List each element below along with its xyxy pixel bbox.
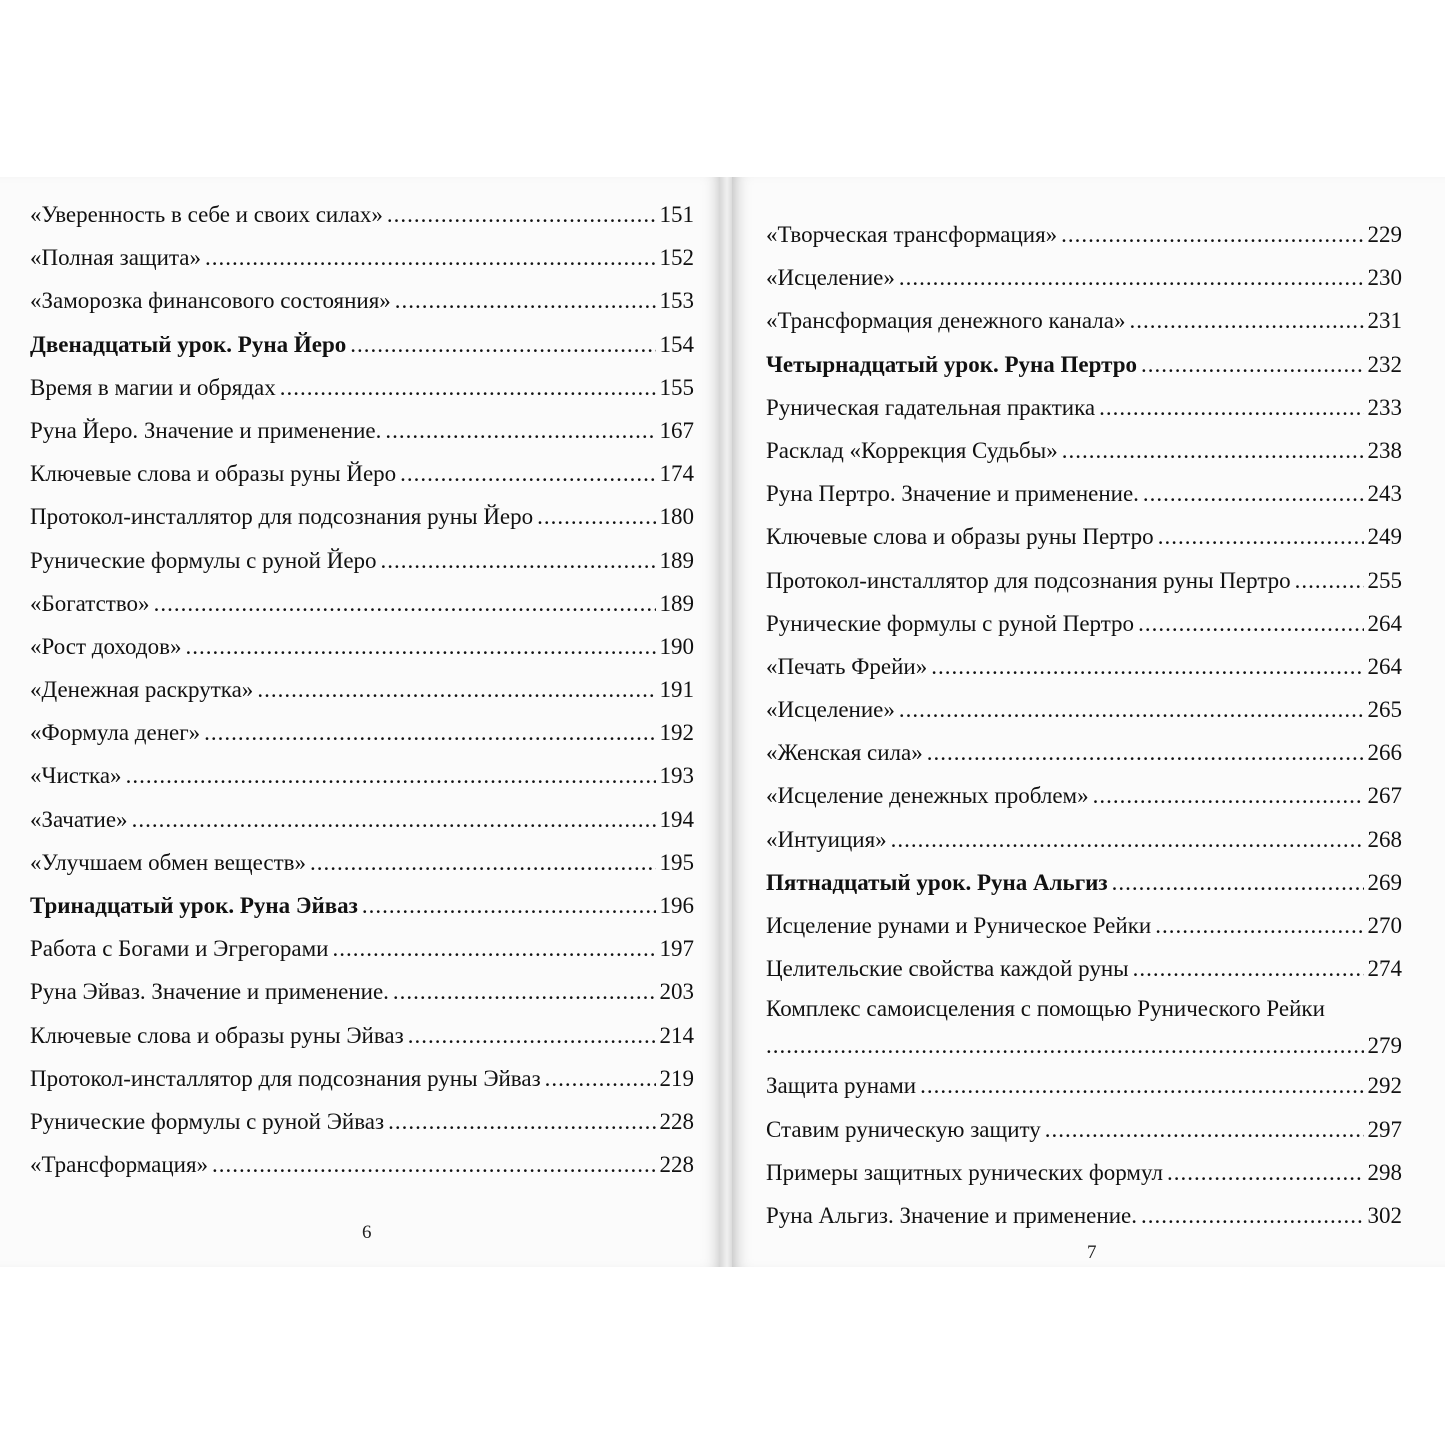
toc-entry (30, 927, 694, 970)
toc-entry-page: 195 (659, 849, 694, 875)
toc-entry-title: Рунические формулы с руной Пертро (766, 610, 1135, 636)
dot-leader (381, 539, 656, 582)
toc-entry (30, 236, 694, 279)
toc-entry-page: 228 (659, 1108, 694, 1134)
toc-entry-title: Время в магии и обрядах (30, 374, 276, 400)
toc-entry-page: 229 (1367, 222, 1402, 247)
toc-entry-page: 153 (659, 288, 694, 314)
toc-entry-page: 196 (659, 893, 694, 918)
toc-entry (30, 193, 694, 236)
dot-leader (126, 754, 656, 797)
toc-entry-page: 190 (659, 633, 694, 659)
toc-entry-title: Ключевые слова и образы руны Пертро (766, 524, 1154, 550)
book-spread (0, 177, 1445, 1267)
toc-entry-page: 214 (659, 1022, 694, 1048)
toc-entry-page: 268 (1367, 826, 1402, 852)
toc-entry-page: 274 (1367, 956, 1402, 982)
toc-entry-page: 192 (659, 720, 694, 746)
dot-leader (1062, 429, 1364, 472)
toc-entry-title: Руническая гадательная практика (766, 394, 1096, 420)
toc-entry-page: 233 (1367, 394, 1402, 420)
toc-entry (30, 279, 694, 322)
toc-entry-page: 302 (1367, 1202, 1402, 1228)
dot-leader (920, 1064, 1363, 1107)
toc-entry-page: 180 (659, 504, 694, 530)
toc-entry-page: 232 (1367, 351, 1402, 377)
toc-entry (766, 386, 1402, 429)
dot-leader (1099, 386, 1363, 429)
toc-entry-title: «Чистка» (30, 763, 122, 789)
toc-entry (30, 582, 694, 625)
toc-entry-page: 189 (659, 590, 694, 616)
toc-entry-page: 230 (1367, 265, 1402, 291)
toc-entry-title: Протокол-инсталлятор для подсознания руны Йеро (30, 504, 534, 530)
toc-entry-title: Ключевые слова и образы руны Эйваз (30, 1022, 404, 1048)
dot-leader (385, 409, 655, 452)
toc-entry-page: 292 (1367, 1073, 1402, 1099)
toc-entry-title: «Богатство» (30, 590, 150, 616)
toc-entry-page: 270 (1367, 913, 1402, 938)
toc-entry-page: 298 (1367, 1159, 1402, 1185)
toc-entry-page: 151 (659, 202, 694, 227)
toc-entry-title: «Заморозка финансового состояния» (30, 288, 391, 314)
dot-leader (891, 818, 1364, 861)
dot-leader (257, 668, 655, 711)
dot-leader (1093, 774, 1364, 817)
toc-entry-title: Руна Пертро. Значение и применение. (766, 481, 1139, 507)
toc-entry-title: «Денежная раскрутка» (30, 677, 254, 703)
dot-leader (1112, 861, 1364, 904)
dot-leader (332, 927, 655, 970)
toc-list-left (30, 193, 694, 1186)
toc-entry-title: «Уверенность в себе и своих силах» (30, 202, 383, 227)
right-page (732, 177, 1445, 1267)
toc-entry (30, 1100, 694, 1143)
toc-entry (766, 429, 1402, 472)
toc-entry (30, 366, 694, 409)
toc-entry (30, 884, 694, 927)
toc-entry-title: Рунические формулы с руной Эйваз (30, 1108, 385, 1134)
dot-leader (400, 452, 655, 495)
toc-entry-page: 265 (1367, 697, 1402, 723)
dot-leader (1295, 559, 1364, 602)
toc-entry-page: 194 (659, 806, 694, 832)
toc-entry (766, 1151, 1402, 1194)
dot-leader (395, 279, 656, 322)
toc-entry-page: 174 (659, 461, 694, 487)
toc-entry-title: «Улучшаем обмен веществ» (30, 849, 307, 875)
toc-entry-title: Ставим руническую защиту (766, 1116, 1041, 1142)
dot-leader (1045, 1108, 1364, 1151)
dot-leader (899, 688, 1364, 731)
toc-entry-title: Защита рунами (766, 1073, 917, 1099)
toc-entry (30, 668, 694, 711)
dot-leader (1133, 947, 1364, 990)
toc-entry-title: Четырнадцатый урок. Руна Пертро (766, 351, 1137, 377)
toc-entry (766, 731, 1402, 774)
toc-list-right (766, 213, 1402, 1237)
toc-entry-page: 243 (1367, 481, 1402, 507)
page-number-right: 7 (1087, 1242, 1097, 1263)
toc-entry-title: Руна Йеро. Значение и применение. (30, 417, 382, 443)
toc-entry-page: 154 (659, 331, 694, 357)
toc-entry-page: 152 (659, 245, 694, 271)
toc-entry (30, 1014, 694, 1057)
dot-leader (388, 1100, 655, 1143)
toc-entry (766, 645, 1402, 688)
dot-leader (537, 495, 655, 538)
toc-entry (766, 602, 1402, 645)
dot-leader (766, 1027, 1364, 1064)
toc-entry-title: Руна Эйваз. Значение и применение. (30, 979, 389, 1005)
dot-leader (280, 366, 656, 409)
dot-leader (204, 711, 655, 754)
toc-entry (30, 711, 694, 754)
toc-entry (766, 904, 1402, 947)
toc-entry-wrapped (766, 990, 1402, 1064)
toc-entry-continuation (766, 1027, 1402, 1064)
toc-entry (30, 323, 694, 366)
toc-entry (766, 299, 1402, 342)
toc-entry (766, 343, 1402, 386)
toc-entry-title: Руна Альгиз. Значение и применение. (766, 1202, 1137, 1228)
toc-entry-title: Примеры защитных рунических формул (766, 1159, 1163, 1185)
dot-leader (1129, 299, 1363, 342)
dot-leader (185, 625, 655, 668)
toc-entry-page: 203 (659, 979, 694, 1005)
toc-entry-title: Протокол-инсталлятор для подсознания руны Эйваз (30, 1065, 541, 1091)
toc-entry-page: 238 (1367, 437, 1402, 463)
toc-entry-title: Пятнадцатый урок. Руна Альгиз (766, 869, 1108, 895)
toc-entry-title: «Полная защита» (30, 245, 201, 271)
toc-entry (30, 798, 694, 841)
toc-entry-page: 231 (1367, 308, 1402, 334)
dot-leader (212, 1143, 655, 1186)
toc-entry-title: «Исцеление» (766, 697, 895, 723)
toc-entry (766, 559, 1402, 602)
toc-entry-page: 255 (1367, 567, 1402, 593)
toc-entry-page: 191 (659, 677, 694, 703)
toc-entry-title: Тринадцатый урок. Руна Эйваз (30, 893, 358, 918)
dot-leader (1061, 213, 1363, 256)
toc-entry-title: «Исцеление денежных проблем» (766, 783, 1089, 809)
toc-entry-title: «Трансформация денежного канала» (766, 308, 1126, 334)
dot-leader (1143, 472, 1364, 515)
dot-leader (545, 1057, 656, 1100)
toc-entry (766, 515, 1402, 558)
dot-leader (350, 323, 655, 366)
dot-leader (1158, 515, 1364, 558)
dot-leader (1138, 602, 1363, 645)
toc-entry (30, 1143, 694, 1186)
toc-entry (30, 625, 694, 668)
toc-entry-page: 269 (1367, 869, 1402, 895)
toc-entry (766, 1064, 1402, 1107)
toc-entry-page: 297 (1367, 1116, 1402, 1142)
toc-entry (766, 1108, 1402, 1151)
dot-leader (931, 645, 1363, 688)
toc-entry-title: Двенадцатый урок. Руна Йеро (30, 331, 347, 357)
toc-entry (30, 841, 694, 884)
toc-entry-title: «Зачатие» (30, 806, 128, 832)
toc-entry-page: 279 (1367, 1033, 1402, 1059)
toc-entry (766, 1194, 1402, 1237)
toc-entry-title: Протокол-инсталлятор для подсознания руны Пертро (766, 567, 1291, 593)
toc-entry (766, 256, 1402, 299)
dot-leader (310, 841, 655, 884)
toc-entry-title: Комплекс самоисцеления с помощью Рунического Рейки (766, 996, 1325, 1022)
dot-leader (408, 1014, 656, 1057)
dot-leader (205, 236, 656, 279)
dot-leader (927, 731, 1364, 774)
toc-entry (30, 1057, 694, 1100)
toc-entry-page: 219 (659, 1065, 694, 1091)
toc-entry-page: 197 (659, 936, 694, 962)
toc-entry (766, 472, 1402, 515)
dot-leader (1167, 1151, 1364, 1194)
toc-entry-title: Исцеление рунами и Руническое Рейки (766, 913, 1152, 938)
toc-entry (30, 970, 694, 1013)
toc-entry-page: 267 (1367, 783, 1402, 809)
toc-entry (766, 861, 1402, 904)
dot-leader (1141, 343, 1364, 386)
dot-leader (154, 582, 656, 625)
toc-entry-title: Целительские свойства каждой руны (766, 956, 1129, 982)
toc-entry-title: «Формула денег» (30, 720, 201, 746)
toc-entry-title: Ключевые слова и образы руны Йеро (30, 461, 397, 487)
toc-entry (766, 947, 1402, 990)
dot-leader (899, 256, 1364, 299)
toc-entry-title: «Исцеление» (766, 265, 895, 291)
dot-leader (1155, 904, 1363, 947)
toc-entry-page: 249 (1367, 524, 1402, 550)
dot-leader (1141, 1194, 1364, 1237)
toc-entry (30, 495, 694, 538)
toc-entry-title: «Женская сила» (766, 740, 923, 766)
toc-entry-page: 155 (659, 374, 694, 400)
toc-entry (766, 774, 1402, 817)
toc-entry-title: «Творческая трансформация» (766, 222, 1058, 247)
toc-entry (766, 818, 1402, 861)
toc-entry (30, 754, 694, 797)
toc-entry-page: 189 (659, 547, 694, 573)
dot-leader (387, 193, 656, 236)
toc-entry-page: 228 (659, 1152, 694, 1178)
toc-entry (766, 688, 1402, 731)
dot-leader (132, 798, 656, 841)
toc-entry-page: 193 (659, 763, 694, 789)
toc-entry (30, 452, 694, 495)
toc-entry-title: Расклад «Коррекция Судьбы» (766, 437, 1058, 463)
toc-entry-title: «Интуиция» (766, 826, 887, 852)
toc-entry-title: Работа с Богами и Эгрегорами (30, 936, 329, 962)
toc-entry-title: «Печать Фрейи» (766, 653, 928, 679)
left-page (0, 177, 722, 1267)
dot-leader (362, 884, 656, 927)
toc-entry-title: Рунические формулы с руной Йеро (30, 547, 377, 573)
toc-entry-page: 264 (1367, 653, 1402, 679)
toc-entry (30, 409, 694, 452)
toc-entry (766, 213, 1402, 256)
dot-leader (393, 970, 656, 1013)
toc-entry (30, 539, 694, 582)
toc-entry-page: 167 (659, 417, 694, 443)
toc-entry-title: «Трансформация» (30, 1152, 209, 1178)
toc-entry-page: 264 (1367, 610, 1402, 636)
toc-entry-page: 266 (1367, 740, 1402, 766)
page-number-left: 6 (362, 1222, 372, 1243)
toc-entry-title: «Рост доходов» (30, 633, 182, 659)
